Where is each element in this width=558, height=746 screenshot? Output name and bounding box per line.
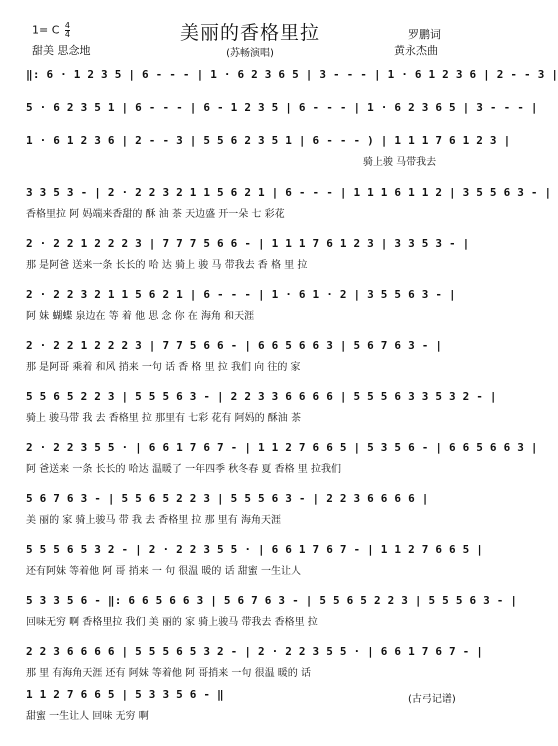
expression-mark: 甜美 思念地 [32,44,91,57]
notation-line-13: 2 2 3 6 6 6 6 | 5 5 5 6 5 3 2 - | 2 · 2 2 3 5 5 · | 6 6 1 7 6 7 - | [26,645,484,658]
notation-line-6: 2 · 2 2 3 2 1 1 5 6 2 1 | 6 - - - | 1 · 6 1 · 2 | 3 5 5 6 3 - | [26,288,456,301]
notation-line-11: 5 5 5 6 5 3 2 - | 2 · 2 2 3 5 5 · | 6 6 1 7 6 7 - | 1 1 2 7 6 6 5 | [26,543,484,556]
lyrics-line-5: 那 是阿爸 送来一条 长长的 哈 达 骑上 骏 马 带我去 香 格 里 拉 [26,260,308,271]
notation-line-2: 5 · 6 2 3 5 1 | 6 - - - | 6 - 1 2 3 5 | 6 - - - | 1 · 6 2 3 6 5 | 3 - - - | [26,101,538,114]
notation-line-9: 2 · 2 2 3 5 5 · | 6 6 1 7 6 7 - | 1 1 2 7 6 6 5 | 5 3 5 6 - | 6 6 5 6 6 3 | [26,441,538,454]
notation-line-10: 5 6 7 6 3 - | 5 5 6 5 2 2 3 | 5 5 5 6 3 - | 2 2 3 6 6 6 6 | [26,492,429,505]
lyrics-line-11: 还有阿妹 等着他 阿 哥 捎来 一 句 很温 暖的 话 甜蜜 一生让人 [26,566,301,577]
lyrics-line-14: 甜蜜 一生让人 回味 无穷 啊 [26,711,149,722]
notation-line-3: 1 · 6 1 2 3 6 | 2 - - 3 | 5 5 6 2 3 5 1 | 6 - - - ) | 1 1 1 7 6 1 2 3 | [26,134,511,147]
notation-line-1: ‖: 6 · 1 2 3 5 | 6 - - - | 1 · 6 2 3 6 5 | 3 - - - | 1 · 6 1 2 3 6 | 2 - - 3 | [26,68,558,81]
time-signature-bottom: 4 [64,30,70,39]
song-title: 美丽的香格里拉 [179,22,320,44]
singer-credit: (苏畅演唱) [226,48,274,59]
time-signature [65,22,70,39]
lyrics-line-9: 阿 爸送来 一条 长长的 哈达 温暖了 一年四季 秋冬春 夏 香格 里 拉我们 [26,464,341,475]
notation-line-7: 2 · 2 2 1 2 2 2 3 | 7 7 5 6 6 - | 6 6 5 6 6 3 | 5 6 7 6 3 - | [26,339,443,352]
key-label: 1= C [32,23,60,37]
lyrics-line-10: 美 丽的 家 骑上骏马 带 我 去 香格里 拉 那 里有 海角天涯 [26,515,281,526]
lyrics-line-3: 骑上骏 马带我去 [363,157,437,168]
notation-line-8: 5 5 6 5 2 2 3 | 5 5 5 6 3 - | 2 2 3 3 6 6 6 6 | 5 5 5 6 3 3 5 3 2 - | [26,390,497,403]
notation-line-4: 3 3 5 3 - | 2 · 2 2 3 2 1 1 5 6 2 1 | 6 - - - | 1 1 1 6 1 1 2 | 3 5 5 6 3 - | [26,186,552,199]
transcriber-credit: (古弓记谱) [408,694,456,705]
lyrics-line-12: 回味无穷 啊 香格里拉 我们 美 丽的 家 骑上骏马 带我去 香格里 拉 [26,617,318,628]
composer-credit: 黄永杰曲 [394,44,438,57]
lyrics-line-7: 那 是阿哥 乘着 和风 捎来 一句 话 香 格 里 拉 我们 向 往的 家 [26,362,301,373]
notation-line-5: 2 · 2 2 1 2 2 2 3 | 7 7 7 5 6 6 - | 1 1 1 7 6 1 2 3 | 3 3 5 3 - | [26,237,470,250]
lyrics-line-13: 那 里 有海角天涯 还有 阿妹 等着他 阿 哥捎来 一句 很温 暖的 话 [26,668,311,679]
lyricist-credit: 罗鹏词 [408,28,441,41]
notation-line-12: 5 3 3 5 6 - ‖: 6 6 5 6 6 3 | 5 6 7 6 3 - | 5 5 6 5 2 2 3 | 5 5 5 6 3 - | [26,594,518,607]
key-signature [32,22,70,39]
lyrics-line-8: 骑上 骏马带 我 去 香格里 拉 那里有 七彩 花有 阿妈的 酥油 茶 [26,413,301,424]
time-signature-top: 4 [64,21,70,30]
lyrics-line-6: 阿 妹 蝴蝶 泉边在 等 着 他 思 念 你 在 海角 和天涯 [26,311,255,322]
lyrics-line-4: 香格里拉 阿 妈端来香甜的 酥 油 茶 天边盛 开一朵 七 彩花 [26,209,285,220]
notation-line-14: 1 1 2 7 6 6 5 | 5 3 3 5 6 - ‖ [26,688,224,701]
